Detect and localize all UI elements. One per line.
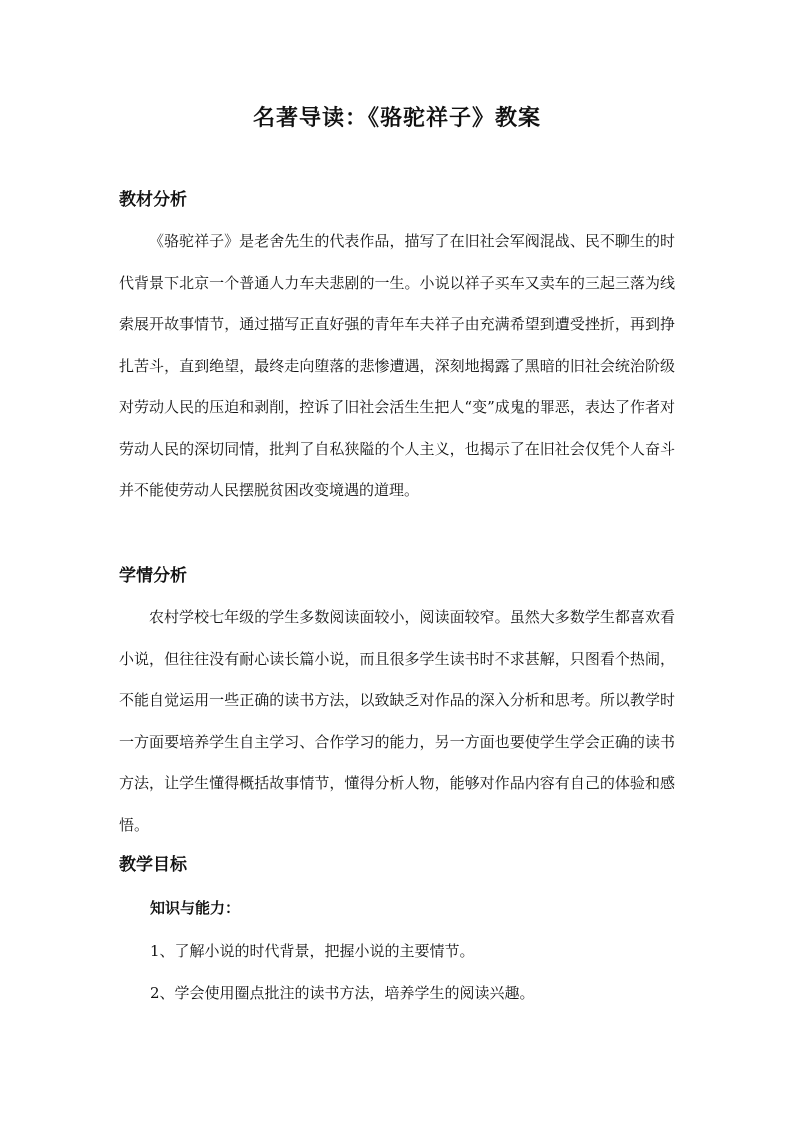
goal-item-1: 1、了解小说的时代背景，把握小说的主要情节。 bbox=[150, 942, 475, 960]
material-analysis-paragraph: 《骆驼祥子》是老舍先生的代表作品，描写了在旧社会军阀混战、民不聊生的时代背景下北京一个普通人力车夫悲剧的一生。小说以祥子买车又卖车的三起三落为线索展开故事情节，通过描写正直好强的青年车夫祥子由充满希望到遭受挫折，再到挣扎苦斗，直到绝望，最终走向堕落的悲惨遭遇，深刻地揭露了黑暗的旧社会统治阶级对劳动人民的压迫和剥削，控诉了旧社会活生生把人“变”成鬼的罪恶，表达了作者对劳动人民的深切同情，批判了自私狭隘的个人主义，也揭示了在旧社会仅凭个人奋斗并不能使劳动人民摆脱贫困改变境遇的道理。 bbox=[119, 232, 675, 499]
section-heading-material-analysis: 教材分析 bbox=[119, 190, 187, 210]
document-title: 名著导读：《骆驼祥子》教案 bbox=[252, 105, 541, 131]
section-heading-student-analysis: 学情分析 bbox=[119, 566, 187, 586]
section-heading-teaching-goals: 教学目标 bbox=[119, 855, 187, 875]
goal-item-2: 2、学会使用圈点批注的读书方法，培养学生的阅读兴趣。 bbox=[150, 984, 535, 1002]
goals-subheading-knowledge-ability: 知识与能力： bbox=[150, 899, 241, 917]
student-analysis-paragraph: 农村学校七年级的学生多数阅读面较小，阅读面较窄。虽然大多数学生都喜欢看小说，但往往没有耐心读长篇小说，而且很多学生读书时不求甚解，只图看个热闹，不能自觉运用一些正确的读书方法，以致缺乏对作品的深入分析和思考。所以教学时一方面要培养学生自主学习、合作学习的能力，另一方面也要使学生学会正确的读书方法，让学生懂得概括故事情节，懂得分析人物，能够对作品内容有自己的体验和感悟。 bbox=[119, 608, 675, 834]
